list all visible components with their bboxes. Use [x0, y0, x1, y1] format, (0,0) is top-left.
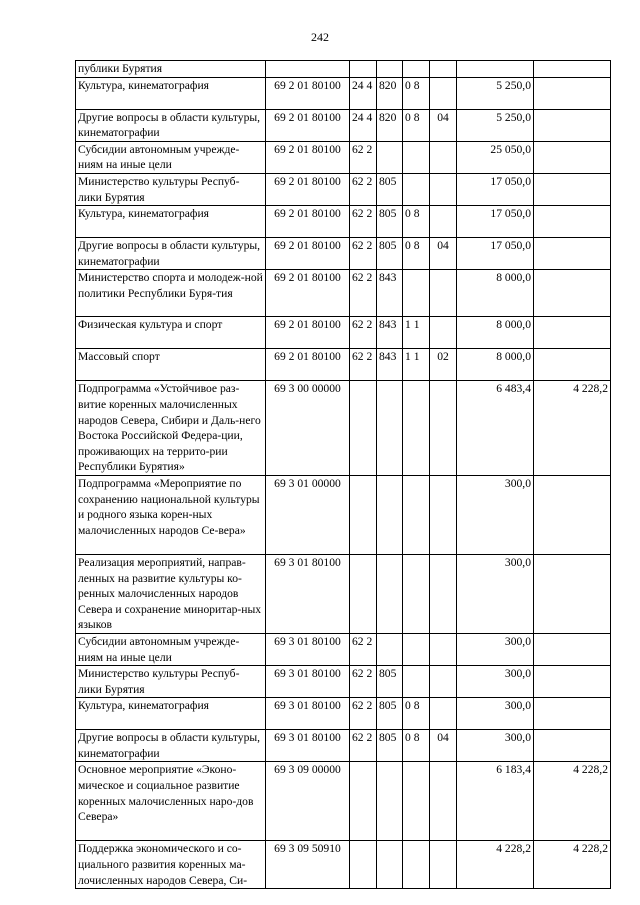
table-row [76, 317, 611, 349]
amount-cell: 5 250,0 [457, 77, 534, 109]
row-name-cell: Другие вопросы в области культуры, кинематографии [76, 238, 266, 270]
subsection-code-cell: 02 [430, 349, 457, 381]
federal-amount-cell [534, 77, 611, 109]
program-code-cell: 69 2 01 80100 [266, 270, 350, 317]
program-code-cell: 69 2 01 80100 [266, 77, 350, 109]
amount-cell: 300,0 [457, 730, 534, 762]
federal-amount-cell [534, 554, 611, 633]
amount-cell: 300,0 [457, 554, 534, 633]
section-code-cell [403, 141, 430, 173]
table-row [76, 762, 611, 841]
row-name-cell: Подпрограмма «Устойчивое раз-витие коренных малочисленных народов Севера, Сибири и Даль-него Востока Российской Федера-ции, проживающих на террито-рии Республики Бурятия» [76, 381, 266, 476]
table-row [76, 109, 611, 141]
program-code-cell: 69 2 01 80100 [266, 141, 350, 173]
expense-type-cell: 805 [377, 173, 403, 205]
grbs-code-cell [350, 841, 377, 889]
federal-amount-cell [534, 141, 611, 173]
federal-amount-cell: 4 228,2 [534, 841, 611, 889]
row-name-cell: Подпрограмма «Мероприятие по сохранению национальной культуры и родного языка корен-ных малочисленных народов Се-вера» [76, 475, 266, 554]
table-row [76, 475, 611, 554]
program-code-cell: 69 2 01 80100 [266, 349, 350, 381]
federal-amount-cell [534, 109, 611, 141]
expense-type-cell: 805 [377, 206, 403, 238]
subsection-code-cell [430, 173, 457, 205]
row-name-cell: Реализация мероприятий, направ-ленных на развитие культуры ко-ренных малочисленных народов Севера и сохранение миноритар-ных языков [76, 554, 266, 633]
subsection-code-cell [430, 554, 457, 633]
grbs-code-cell: 24 4 [350, 77, 377, 109]
grbs-code-cell: 24 4 [350, 109, 377, 141]
subsection-code-cell [430, 77, 457, 109]
row-name-cell: Министерство культуры Респуб-лики Бурятия [76, 666, 266, 698]
row-name-cell: Культура, кинематография [76, 206, 266, 238]
program-code-cell: 69 2 01 80100 [266, 317, 350, 349]
amount-cell: 300,0 [457, 475, 534, 554]
row-name-cell: Культура, кинематография [76, 698, 266, 730]
section-code-cell: 0 8 [403, 77, 430, 109]
table-row [76, 730, 611, 762]
row-name-cell: Субсидии автономным учрежде-ниям на иные цели [76, 141, 266, 173]
section-code-cell [403, 554, 430, 633]
expense-type-cell [377, 633, 403, 665]
grbs-code-cell: 62 2 [350, 206, 377, 238]
federal-amount-cell [534, 698, 611, 730]
program-code-cell: 69 2 01 80100 [266, 238, 350, 270]
federal-amount-cell [534, 206, 611, 238]
amount-cell: 8 000,0 [457, 349, 534, 381]
grbs-code-cell: 62 2 [350, 633, 377, 665]
section-code-cell [403, 841, 430, 889]
row-name-cell: Поддержка экономического и со-циального развития коренных ма-лочисленных народов Севера, Си- [76, 841, 266, 889]
table-row [76, 61, 611, 78]
grbs-code-cell: 62 2 [350, 698, 377, 730]
amount-cell: 17 050,0 [457, 238, 534, 270]
subsection-code-cell [430, 698, 457, 730]
subsection-code-cell [430, 475, 457, 554]
section-code-cell [403, 61, 430, 78]
federal-amount-cell: 4 228,2 [534, 762, 611, 841]
table-row [76, 633, 611, 665]
federal-amount-cell [534, 349, 611, 381]
program-code-cell: 69 3 01 80100 [266, 633, 350, 665]
expense-type-cell: 843 [377, 270, 403, 317]
expense-type-cell: 805 [377, 698, 403, 730]
subsection-code-cell: 04 [430, 238, 457, 270]
subsection-code-cell [430, 841, 457, 889]
grbs-code-cell [350, 61, 377, 78]
row-name-cell: Массовый спорт [76, 349, 266, 381]
amount-cell: 300,0 [457, 698, 534, 730]
amount-cell: 17 050,0 [457, 173, 534, 205]
section-code-cell: 0 8 [403, 206, 430, 238]
grbs-code-cell [350, 475, 377, 554]
table-row [76, 141, 611, 173]
row-name-cell: Культура, кинематография [76, 77, 266, 109]
grbs-code-cell: 62 2 [350, 141, 377, 173]
table-row [76, 698, 611, 730]
program-code-cell: 69 2 01 80100 [266, 173, 350, 205]
federal-amount-cell [534, 666, 611, 698]
row-name-cell: Другие вопросы в области культуры, кинематографии [76, 730, 266, 762]
table-row [76, 666, 611, 698]
expense-type-cell: 805 [377, 666, 403, 698]
program-code-cell: 69 2 01 80100 [266, 109, 350, 141]
expense-type-cell: 820 [377, 77, 403, 109]
program-code-cell: 69 3 09 50910 [266, 841, 350, 889]
amount-cell: 6 183,4 [457, 762, 534, 841]
program-code-cell: 69 3 00 00000 [266, 381, 350, 476]
section-code-cell [403, 633, 430, 665]
expense-type-cell [377, 61, 403, 78]
subsection-code-cell [430, 633, 457, 665]
amount-cell: 8 000,0 [457, 317, 534, 349]
amount-cell: 6 483,4 [457, 381, 534, 476]
subsection-code-cell [430, 666, 457, 698]
table-body [76, 61, 611, 889]
row-name-cell: Другие вопросы в области культуры, кинематографии [76, 109, 266, 141]
section-code-cell: 1 1 [403, 317, 430, 349]
subsection-code-cell [430, 141, 457, 173]
table-row [76, 238, 611, 270]
program-code-cell: 69 3 01 00000 [266, 475, 350, 554]
subsection-code-cell [430, 206, 457, 238]
federal-amount-cell: 4 228,2 [534, 381, 611, 476]
program-code-cell: 69 3 01 80100 [266, 666, 350, 698]
amount-cell: 5 250,0 [457, 109, 534, 141]
grbs-code-cell: 62 2 [350, 317, 377, 349]
budget-table [75, 60, 611, 889]
grbs-code-cell [350, 554, 377, 633]
table-row [76, 173, 611, 205]
expense-type-cell: 843 [377, 349, 403, 381]
program-code-cell: 69 3 01 80100 [266, 554, 350, 633]
section-code-cell [403, 762, 430, 841]
table-row [76, 77, 611, 109]
federal-amount-cell [534, 633, 611, 665]
amount-cell: 300,0 [457, 633, 534, 665]
expense-type-cell [377, 841, 403, 889]
amount-cell [457, 61, 534, 78]
table-row [76, 270, 611, 317]
expense-type-cell [377, 381, 403, 476]
expense-type-cell [377, 762, 403, 841]
subsection-code-cell: 04 [430, 730, 457, 762]
grbs-code-cell: 62 2 [350, 666, 377, 698]
program-code-cell [266, 61, 350, 78]
federal-amount-cell [534, 270, 611, 317]
expense-type-cell: 820 [377, 109, 403, 141]
subsection-code-cell [430, 317, 457, 349]
program-code-cell: 69 2 01 80100 [266, 206, 350, 238]
table-row [76, 841, 611, 889]
section-code-cell [403, 381, 430, 476]
section-code-cell: 0 8 [403, 238, 430, 270]
amount-cell: 25 050,0 [457, 141, 534, 173]
federal-amount-cell [534, 61, 611, 78]
federal-amount-cell [534, 238, 611, 270]
row-name-cell: Министерство культуры Респуб-лики Бурятия [76, 173, 266, 205]
federal-amount-cell [534, 317, 611, 349]
section-code-cell [403, 270, 430, 317]
section-code-cell: 0 8 [403, 109, 430, 141]
grbs-code-cell: 62 2 [350, 349, 377, 381]
amount-cell: 8 000,0 [457, 270, 534, 317]
expense-type-cell: 843 [377, 317, 403, 349]
subsection-code-cell [430, 61, 457, 78]
section-code-cell [403, 475, 430, 554]
row-name-cell: Министерство спорта и молодеж-ной политики Республики Буря-тия [76, 270, 266, 317]
grbs-code-cell: 62 2 [350, 238, 377, 270]
table-row [76, 554, 611, 633]
row-name-cell: Субсидии автономным учрежде-ниям на иные цели [76, 633, 266, 665]
program-code-cell: 69 3 01 80100 [266, 698, 350, 730]
row-name-cell: публики Бурятия [76, 61, 266, 78]
section-code-cell [403, 666, 430, 698]
table-row [76, 206, 611, 238]
subsection-code-cell [430, 270, 457, 317]
table-row [76, 381, 611, 476]
federal-amount-cell [534, 730, 611, 762]
expense-type-cell [377, 554, 403, 633]
row-name-cell: Физическая культура и спорт [76, 317, 266, 349]
section-code-cell: 0 8 [403, 730, 430, 762]
page-number: 242 [311, 30, 329, 44]
amount-cell: 4 228,2 [457, 841, 534, 889]
expense-type-cell: 805 [377, 238, 403, 270]
amount-cell: 17 050,0 [457, 206, 534, 238]
section-code-cell: 1 1 [403, 349, 430, 381]
subsection-code-cell: 04 [430, 109, 457, 141]
expense-type-cell [377, 475, 403, 554]
amount-cell: 300,0 [457, 666, 534, 698]
federal-amount-cell [534, 173, 611, 205]
section-code-cell [403, 173, 430, 205]
table-row [76, 349, 611, 381]
program-code-cell: 69 3 09 00000 [266, 762, 350, 841]
row-name-cell: Основное мероприятие «Эконо-мическое и социальное развитие коренных малочисленных наро-дов Севера» [76, 762, 266, 841]
subsection-code-cell [430, 762, 457, 841]
program-code-cell: 69 3 01 80100 [266, 730, 350, 762]
grbs-code-cell: 62 2 [350, 270, 377, 317]
subsection-code-cell [430, 381, 457, 476]
federal-amount-cell [534, 475, 611, 554]
grbs-code-cell: 62 2 [350, 173, 377, 205]
section-code-cell: 0 8 [403, 698, 430, 730]
expense-type-cell [377, 141, 403, 173]
expense-type-cell: 805 [377, 730, 403, 762]
grbs-code-cell [350, 762, 377, 841]
grbs-code-cell: 62 2 [350, 730, 377, 762]
grbs-code-cell [350, 381, 377, 476]
